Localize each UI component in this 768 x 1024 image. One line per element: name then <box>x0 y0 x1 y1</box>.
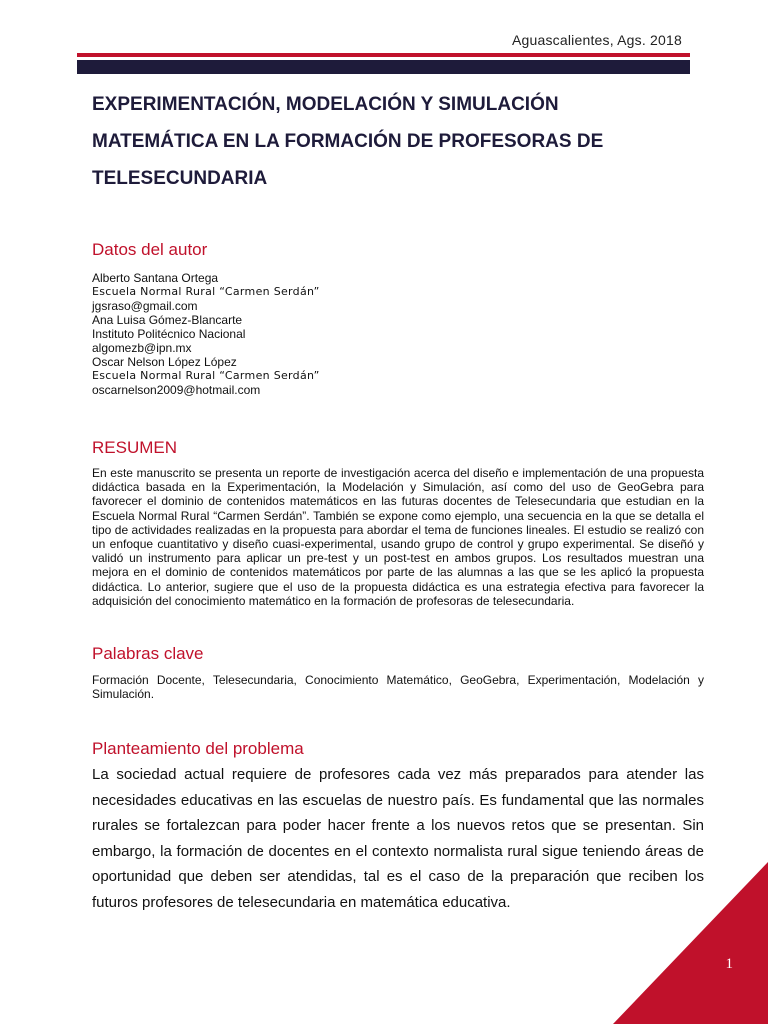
author-name: Oscar Nelson López López <box>92 355 237 369</box>
keywords-heading: Palabras clave <box>92 644 204 664</box>
author-email: jgsraso@gmail.com <box>92 299 198 313</box>
author-affiliation: Instituto Politécnico Nacional <box>92 327 246 341</box>
header-location: Aguascalientes, Ags. 2018 <box>511 32 682 48</box>
authors-heading: Datos del autor <box>92 240 208 259</box>
header-rule-red <box>77 53 690 57</box>
author-affiliation: Escuela Normal Rural “Carmen Serdán” <box>92 285 320 298</box>
author-name: Alberto Santana Ortega <box>92 271 219 285</box>
author-name: Ana Luisa Gómez-Blancarte <box>92 313 243 327</box>
page-number: 1 <box>725 956 733 972</box>
keywords-text: Formación Docente, Telesecundaria, Conocimiento Matemático, GeoGebra, Experimentación, Modelación y Simulación. <box>92 673 704 702</box>
problem-heading: Planteamiento del problema <box>92 739 304 759</box>
author-email: algomezb@ipn.mx <box>92 341 192 355</box>
abstract-heading: RESUMEN <box>92 438 178 457</box>
problem-text: La sociedad actual requiere de profesores cada vez más preparados para atender las necesidades educativas en las escuelas de nuestro país. Es fundamental que las normales rurales se fortalezcan para poder hacer frente a los nuevos retos que se presentan. Sin embargo, la formación de docentes en el contexto normalista rural sigue teniendo áreas de oportunidad que deben ser atendidas, tal es el caso de la preparación que reciben los futuros profesores de telesecundaria en matemática educativa. <box>92 766 704 911</box>
header-rule-navy <box>77 60 690 74</box>
title-line-3: TELESECUNDARIA <box>92 168 268 189</box>
author-list <box>92 271 704 397</box>
title-line-2: MATEMÁTICA EN LA FORMACIÓN DE PROFESORAS DE <box>92 131 604 152</box>
abstract-text: En este manuscrito se presenta un reporte de investigación acerca del diseño e implementación de una propuesta didáctica basada en la Experimentación, la Modelación y Simulación, así como del uso de GeoGebra para favorecer el dominio de contenidos matemáticos en las futuras docentes de Telesecundaria que estudian en la Escuela Normal Rural “Carmen Serdán”. También se expone como ejemplo, una secuencia en la que se detalla el tipo de actividades realizadas en la propuesta para abordar el tema de funciones lineales. El estudio se realizó con un enfoque cuantitativo y diseño cuasi-experimental, usando grupo de control y grupo experimental. Se diseñó y validó un instrumento para aplicar un pre-test y un post-test en ambos grupos. Los resultados muestran una mejora en el dominio de contenidos matemáticos por parte de las alumnas a las que se les aplicó la propuesta didáctica. Lo anterior, sugiere que el uso de la propuesta didáctica es una estrategia efectiva para favorecer la adquisición del conocimiento matemático en la formación de profesoras de telesecundaria. <box>92 466 704 608</box>
author-email: oscarnelson2009@hotmail.com <box>92 383 261 397</box>
paper-title <box>92 86 704 197</box>
page-content <box>92 86 704 915</box>
title-line-1: EXPERIMENTACIÓN, MODELACIÓN Y SIMULACIÓN <box>92 94 559 115</box>
author-affiliation: Escuela Normal Rural “Carmen Serdán” <box>92 369 320 382</box>
